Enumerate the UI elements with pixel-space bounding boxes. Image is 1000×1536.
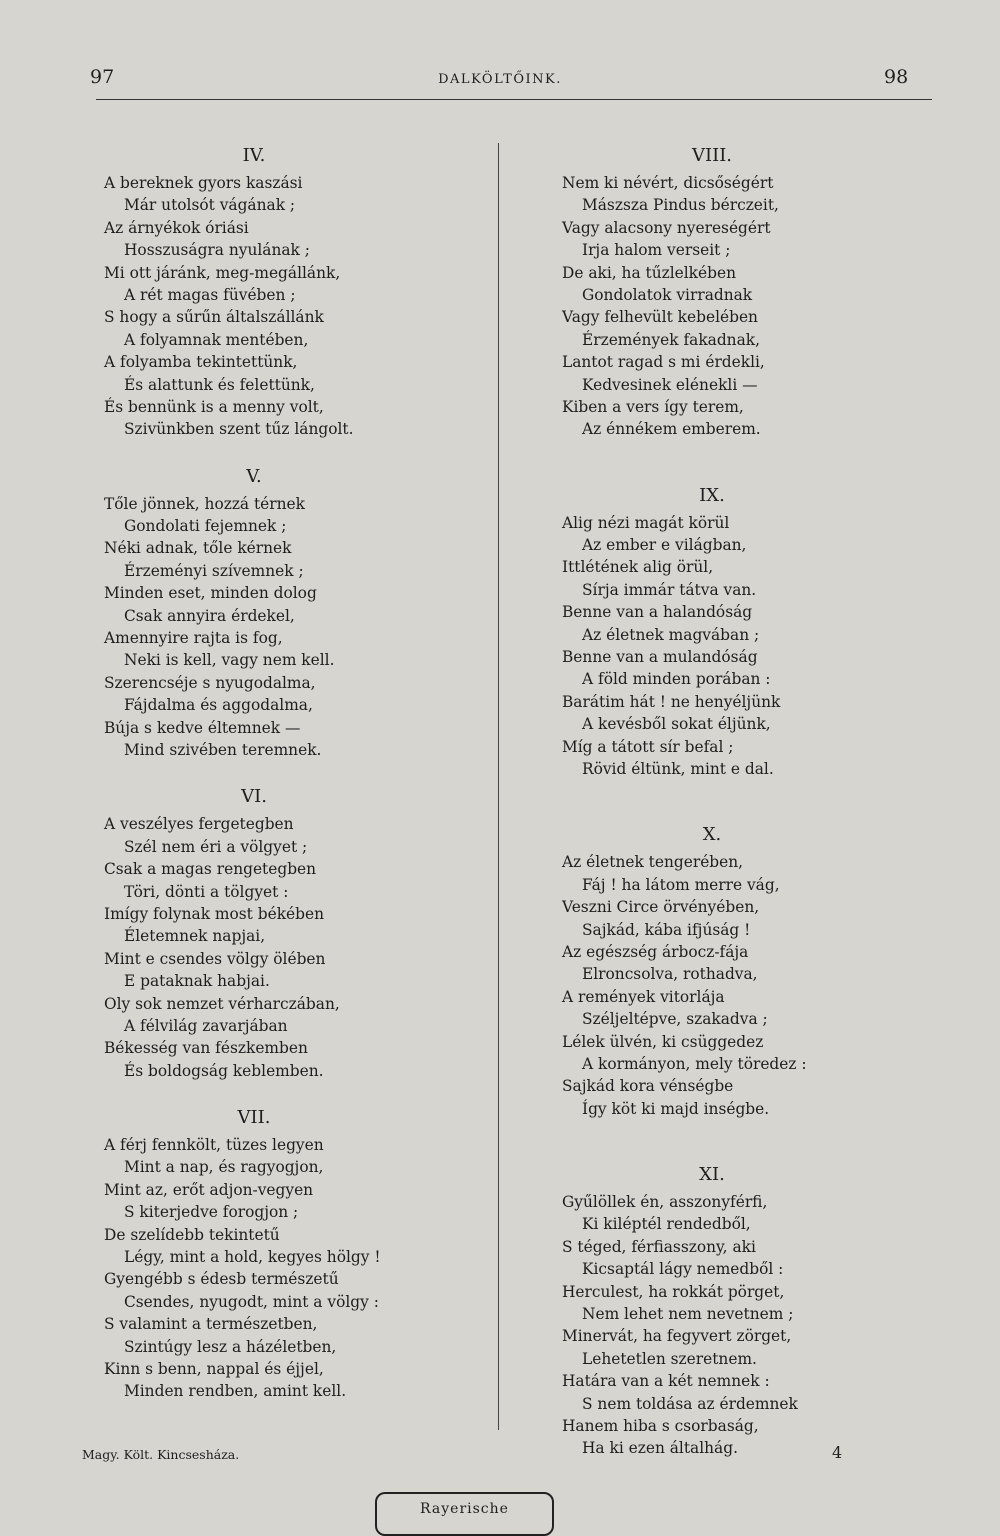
verse-line: Benne van a halandóság [562,603,753,622]
verse-line: Szél nem éri a völgyet ; [124,837,308,856]
section-numeral: VI. [241,786,267,808]
right-column [562,136,862,1460]
verse-line: S téged, férfiasszony, aki [562,1237,756,1256]
verse-line: Sajkád, kába ifjúság ! [582,920,751,939]
stanza-spacer [104,441,404,457]
verse-line: Lantot ragad s mi érdekli, [562,353,765,372]
verse-line: Érzeményi szívemnek ; [124,561,304,580]
verse-line: A veszélyes fergetegben [104,815,294,834]
stanza-spacer [562,441,862,476]
verse-line: Az énnékem emberem. [582,420,761,439]
poem-section [104,461,404,762]
right-page-number: 98 [884,66,909,88]
verse-line: A remények vitorlája [562,987,725,1006]
verse-line: Csendes, nyugodt, mint a völgy : [124,1292,379,1311]
verse-line: Lehetetlen szeretnem. [582,1349,757,1368]
verse-line: Így köt ki majd inségbe. [582,1099,770,1118]
left-page-number: 97 [90,66,115,88]
header-rule [96,99,932,100]
verse-line: Minden rendben, amint kell. [124,1382,347,1401]
verse-line: Csak a magas rengetegben [104,860,317,879]
verse-line: A kormányon, mely töredez : [582,1054,807,1073]
verse-line: Búja s kedve éltemnek — [104,718,301,737]
verse-line: De aki, ha tűzlelkében [562,263,736,282]
verse-line: Minervát, ha fegyvert zörget, [562,1327,792,1346]
verse-line: Míg a tátott sír befal ; [562,737,734,756]
verse-line: Lélek ülvén, ki csüggedez [562,1032,764,1051]
verse-line: Elroncsolva, rothadva, [582,965,758,984]
verse-line: E pataknak habjai. [124,972,270,991]
verse-line: Veszni Circe örvényében, [562,898,760,917]
verse-line: Ki kiléptél rendedből, [582,1215,751,1234]
verse-line: Gondolatok virradnak [582,285,753,304]
verse-line: Az életnek tengerében, [562,853,744,872]
verse-line: Mint az, erőt adjon-vegyen [104,1180,314,1199]
verse-line: Gondolati fejemnek ; [124,517,287,536]
verse-line: Benne van a mulandóság [562,648,758,667]
verse-line: Mind szivében teremnek. [124,740,322,759]
verse-line: De szelídebb tekintetű [104,1225,280,1244]
verse-line: A folyamnak mentében, [124,330,309,349]
verse-line: És boldogság keblemben. [124,1061,324,1080]
verse-line: Légy, mint a hold, kegyes hölgy ! [124,1248,381,1267]
verse-line: Imígy folynak most békében [104,904,325,923]
poem-section [562,140,862,441]
verse-line: Gyengébb s édesb természetű [104,1270,339,1289]
verse-line: S kiterjedve forogjon ; [124,1203,299,1222]
verse-line: Már utolsót vágának ; [124,196,296,215]
verse-line: A bereknek gyors kaszási [104,174,303,192]
verse-line: Sajkád kora vénségbe [562,1077,734,1096]
verse-line: Sírja immár tátva van. [582,580,757,599]
verse-line: Mint e csendes völgy ölében [104,949,326,968]
verse-line: Vagy felhevült kebelében [562,308,758,327]
verse-line: Töri, dönti a tölgyet : [124,882,289,901]
verse-line: Csak annyira érdekel, [124,606,295,625]
verse-line: Tőle jönnek, hozzá térnek [104,494,305,513]
verse-line: Néki adnak, tőle kérnek [104,539,292,558]
verse-line: Kedvesinek elénekli — [582,375,758,394]
verse-line: Ittlétének alig örül, [562,558,714,577]
verse-line: S hogy a sűrűn általszállánk [104,308,324,327]
verse-line: A folyamba tekintettünk, [104,353,298,372]
verse-line: Az egészség árbocz-fája [562,942,749,961]
running-head: DALKÖLTŐINK. [438,72,562,87]
verse-line: Amennyire rajta is fog, [104,629,283,648]
stanza-spacer [104,1082,404,1098]
verse-line: Az árnyékok óriási [104,218,249,237]
verse-line: Életemnek napjai, [124,927,266,946]
poem-section [562,819,862,1120]
verse-line: S valamint a természetben, [104,1315,318,1334]
library-stamp: Rayerische [375,1492,554,1536]
verse-line: Kicsaptál lágy nemedből : [582,1260,784,1279]
verse-line: Szivünkben szent tűz lángolt. [124,420,354,439]
column-divider [498,143,499,1430]
verse-line: A kevésből sokat éljünk, [582,715,771,734]
verse-line: Irja halom verseit ; [582,241,731,260]
verse-line: Hanem hiba s csorbaság, [562,1416,759,1435]
verse-line: Rövid éltünk, mint e dal. [582,759,774,778]
verse-line: És alattunk és felettünk, [124,375,315,394]
verse-line: És bennünk is a menny volt, [104,397,324,416]
verse-line: Alig nézi magát körül [562,513,730,532]
verse-line: Nem lehet nem nevetnem ; [582,1305,794,1324]
verse-line: Kinn s benn, nappal és éjjel, [104,1359,324,1378]
verse-line: A férj fennkölt, tüzes legyen [104,1136,324,1155]
verse-line: Érzemények fakadnak, [582,330,760,349]
verse-line: Neki is kell, vagy nem kell. [124,651,335,670]
footer-signature: Magy. Költ. Kincsesháza. [82,1447,240,1462]
verse-line: Nem ki névért, dicsőségért [562,174,774,192]
verse-line: Fájdalma és aggodalma, [124,696,313,715]
verse-line: A félvilág zavarjában [124,1016,288,1035]
stanza-spacer [104,761,404,777]
footer-sheet-number: 4 [832,1443,843,1462]
verse-line: Fáj ! ha látom merre vág, [582,875,780,894]
section-numeral: V. [246,465,262,487]
verse-line: A föld minden porában : [582,670,771,689]
poem-section [562,1159,862,1460]
verse-line: Békesség van fészkemben [104,1039,308,1058]
verse-line: Herculest, ha rokkát pörget, [562,1282,785,1301]
verse-line: Oly sok nemzet vérharczában, [104,994,340,1013]
poem-section [104,1102,404,1403]
verse-line: A rét magas füvében ; [124,285,296,304]
verse-line: S nem toldása az érdemnek [582,1394,798,1413]
poem-section [104,781,404,1082]
verse-line: Hosszuságra nyulának ; [124,241,310,260]
stanza-spacer [562,780,862,815]
poem-section [562,480,862,781]
verse-line: Mint a nap, és ragyogjon, [124,1158,324,1177]
verse-line: Szintúgy lesz a házéletben, [124,1337,337,1356]
verse-line: Mi ott járánk, meg-megállánk, [104,263,341,282]
verse-line: Vagy alacsony nyereségért [562,218,771,237]
verse-line: Kiben a vers így terem, [562,397,744,416]
verse-line: Gyűlöllek én, asszonyférfi, [562,1193,768,1212]
verse-line: Ha ki ezen általhág. [582,1439,738,1458]
left-column [104,136,404,1403]
section-numeral: IV. [242,145,266,166]
stanza-spacer [562,1120,862,1155]
section-numeral: XI. [699,1164,725,1186]
poem-section [104,140,404,441]
verse-line: Minden eset, minden dolog [104,584,317,603]
verse-line: Mászsza Pindus bérczeit, [582,196,779,215]
verse-line: Határa van a két nemnek : [562,1372,770,1391]
section-numeral: VII. [237,1107,271,1129]
section-numeral: VIII. [691,145,733,166]
section-numeral: X. [702,824,722,846]
verse-line: Széljeltépve, szakadva ; [582,1010,768,1029]
verse-line: Barátim hát ! ne henyéljünk [562,692,781,711]
verse-line: Az ember e világban, [582,536,747,555]
section-numeral: IX. [699,484,725,506]
verse-line: Az életnek magvában ; [582,625,760,644]
verse-line: Szerencséje s nyugodalma, [104,673,316,692]
